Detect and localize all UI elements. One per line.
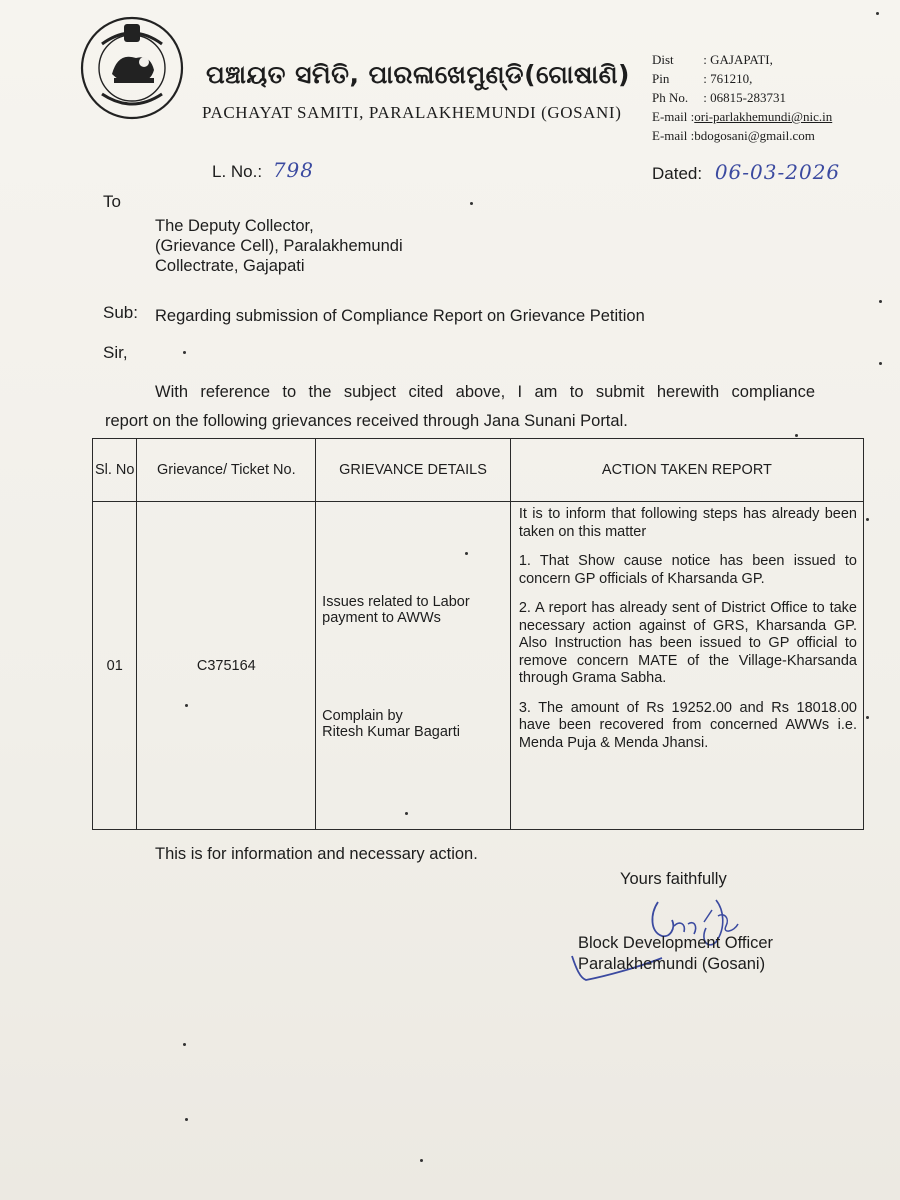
salutation: Sir,: [103, 343, 128, 362]
dist-label: Dist: [652, 52, 674, 67]
header-atr: ACTION TAKEN REPORT: [510, 439, 863, 502]
speck: [185, 704, 188, 707]
signatory-block: [578, 933, 773, 975]
details-complain-label: Complain by: [322, 708, 403, 724]
header-details: GRIEVANCE DETAILS: [316, 439, 511, 502]
speck: [465, 552, 468, 555]
letter-number-label: L. No.:: [212, 162, 263, 181]
speck: [876, 12, 879, 15]
address-line: Collectrate, Gajapati: [155, 257, 305, 275]
atr-step-3: 3. The amount of Rs 19252.00 and Rs 18018.00 have been recovered from concerned AWWs i.e. Menda Puja & Menda Jhansi.: [518, 699, 857, 751]
header-sl-no: Sl. No: [93, 439, 137, 502]
yours-faithfully: Yours faithfully: [620, 870, 727, 888]
cell-sl-no: 01: [93, 502, 137, 830]
speck: [470, 202, 473, 205]
office-name: Paralakhemundi (Gosani): [578, 955, 766, 973]
body-line-2: report on the following grievances received through Jana Sunani Portal.: [105, 412, 628, 430]
recipient-address: [155, 216, 403, 276]
atr-intro: It is to inform that following steps has already been taken on this matter: [518, 506, 857, 540]
speck: [183, 1043, 186, 1046]
contact-block: [652, 50, 832, 145]
designation: Block Development Officer: [578, 934, 774, 952]
cell-details: [316, 502, 511, 830]
date-label: Dated:: [652, 164, 703, 183]
speck: [185, 1118, 188, 1121]
office-title-english: PACHAYAT SAMITI, PARALAKHEMUNDI (GOSANI): [202, 103, 622, 122]
dist-value: : GAJAPATI,: [703, 52, 773, 67]
letter-number: [212, 158, 314, 182]
email1-value: ori-parlakhemundi@nic.in: [694, 109, 833, 124]
email1-label: E-mail :: [652, 109, 695, 124]
details-complainant: Ritesh Kumar Bagarti: [322, 724, 460, 740]
date-value: 06-03-2026: [714, 160, 841, 184]
email2-label: E-mail :: [652, 128, 695, 143]
pin-value: : 761210,: [703, 71, 753, 86]
speck: [420, 1159, 423, 1162]
office-title-odia: ପଞ୍ଚାୟତ ସମିତି, ପାରଳାଖେମୁଣ୍ଡି(ଗୋଷାଣି): [206, 60, 630, 89]
to-label: To: [103, 192, 121, 211]
closing-line: This is for information and necessary action.: [155, 845, 478, 863]
address-line: The Deputy Collector,: [155, 217, 314, 235]
header-ticket: Grievance/ Ticket No.: [137, 439, 316, 502]
body-line-1: With reference to the subject cited above, I am to submit herewith compliance: [155, 383, 815, 401]
phone-label: Ph No.: [652, 90, 689, 105]
speck: [795, 434, 798, 437]
speck: [879, 362, 882, 365]
table-row: [93, 502, 864, 830]
grievance-table: [92, 438, 864, 830]
pin-label: Pin: [652, 71, 670, 86]
address-line: (Grievance Cell), Paralakhemundi: [155, 237, 403, 255]
cell-action-taken: [510, 502, 863, 830]
subject-label: Sub:: [103, 303, 138, 322]
details-issue: Issues related to Labor payment to AWWs: [322, 594, 470, 626]
atr-step-1: 1. That Show cause notice has been issued to concern GP officials of Kharsanda GP.: [518, 553, 857, 587]
letter-date: [652, 160, 840, 184]
speck: [866, 716, 869, 719]
odisha-emblem-icon: [78, 14, 186, 122]
speck: [879, 300, 882, 303]
letter-number-value: 798: [272, 158, 315, 182]
phone-value: : 06815-283731: [703, 90, 786, 105]
speck: [866, 518, 869, 521]
speck: [183, 351, 186, 354]
cell-ticket: C375164: [137, 502, 316, 830]
body-paragraph: [105, 378, 815, 436]
atr-step-2: 2. A report has already sent of District Office to take necessary action against of GRS, Kharsanda GP. Also Instruction has been issued to GP official to remove concern MATE of the Village-Kharsanda through Grama Sabha.: [518, 600, 857, 686]
subject-text: Regarding submission of Compliance Report on Grievance Petition: [155, 307, 645, 325]
speck: [405, 812, 408, 815]
email2-value: bdogosani@gmail.com: [694, 128, 815, 143]
table-header-row: [93, 439, 864, 502]
